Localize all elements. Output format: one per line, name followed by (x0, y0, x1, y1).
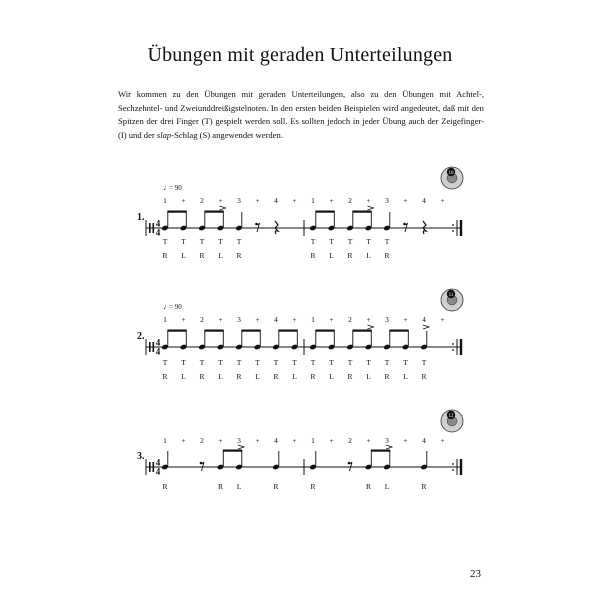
count-label: 1 (163, 315, 167, 324)
hand-label: L (366, 251, 371, 260)
hand-label: R (273, 372, 279, 381)
repeat-dot (452, 343, 454, 345)
beam (352, 211, 371, 213)
beam (204, 211, 223, 213)
tempo-marking: = 90 (169, 303, 182, 311)
hand-label: R (199, 372, 205, 381)
hand-label: R (273, 482, 279, 491)
finger-label: T (236, 237, 242, 246)
hand-label: R (421, 482, 427, 491)
finger-label: T (199, 358, 205, 367)
count-label: 4 (274, 196, 278, 205)
finger-label: T (181, 358, 186, 367)
beam (315, 211, 334, 213)
finger-label: T (310, 358, 316, 367)
count-label: + (329, 196, 334, 205)
hand-label: R (236, 372, 242, 381)
count-label: + (218, 436, 223, 445)
tempo-note-symbol: ♩ (163, 183, 171, 192)
accent-mark (368, 325, 374, 329)
time-signature-top: 4 (155, 457, 161, 468)
finger-label: T (329, 358, 334, 367)
finger-label: T (366, 237, 371, 246)
finger-label: T (421, 358, 427, 367)
hand-label: L (181, 251, 186, 260)
time-signature-top: 4 (155, 218, 161, 229)
intro-line-3: drei Finger (T) gespielt werden soll. Es sollten jedoch in jeder Übung auch der Zeigefinger- (I) und der (118, 116, 484, 140)
count-label: + (366, 315, 371, 324)
count-label: 4 (422, 315, 426, 324)
percussion-clef-bar (149, 342, 151, 352)
time-signature-bottom: 4 (155, 227, 161, 238)
hand-label: R (217, 482, 224, 491)
hand-label: R (199, 251, 205, 260)
finger-label: T (273, 358, 279, 367)
finger-label: T (236, 358, 242, 367)
count-label: + (440, 436, 445, 445)
cd-track-number: 11 (448, 293, 454, 298)
finger-label: T (255, 358, 260, 367)
beam (278, 330, 297, 332)
hand-label: L (384, 482, 390, 491)
exercise-3 (0, 404, 600, 524)
hand-label: R (347, 251, 353, 260)
time-signature-top: 4 (155, 337, 161, 348)
hand-label: R (236, 251, 242, 260)
count-label: 2 (200, 436, 204, 445)
beam (204, 330, 223, 332)
count-label: + (292, 196, 297, 205)
cd-track-number: 10 (448, 171, 454, 176)
percussion-clef-bar (153, 462, 155, 472)
count-label: 1 (311, 196, 315, 205)
count-label: 4 (274, 436, 278, 445)
count-label: 3 (385, 436, 389, 445)
count-label: + (255, 196, 260, 205)
accent-mark (423, 325, 429, 329)
repeat-dot (452, 469, 454, 471)
count-label: 2 (200, 315, 204, 324)
finger-label: T (384, 358, 390, 367)
count-label: 4 (422, 196, 426, 205)
finger-label: T (366, 358, 371, 367)
finger-label: T (218, 237, 223, 246)
count-label: 3 (385, 315, 389, 324)
count-label: 1 (163, 196, 167, 205)
beam (371, 450, 390, 452)
count-label: 2 (348, 196, 352, 205)
hand-label: L (366, 372, 371, 381)
hand-label: L (292, 372, 297, 381)
hand-label: R (384, 251, 390, 260)
repeat-dot (452, 463, 454, 465)
count-label: + (255, 315, 260, 324)
count-label: + (329, 436, 334, 445)
accent-mark (368, 206, 374, 210)
count-label: 3 (237, 196, 241, 205)
accent-mark (220, 206, 226, 210)
finger-label: T (403, 358, 408, 367)
exercise-2 (0, 284, 600, 404)
hand-label: R (162, 482, 168, 491)
finger-label: T (310, 237, 316, 246)
count-label: 2 (200, 196, 204, 205)
hand-label: R (365, 482, 372, 491)
percussion-clef-bar (153, 342, 155, 352)
hand-label: R (347, 372, 353, 381)
finger-label: T (162, 237, 168, 246)
count-label: + (403, 436, 408, 445)
repeat-dot (452, 230, 454, 232)
intro-line-1: Wir kommen zu den Übungen mit geraden Unterteilungen, also zu den Übungen mit Achtel-, Sechzehntel- (118, 89, 484, 113)
count-label: + (292, 315, 297, 324)
time-signature-bottom: 4 (155, 346, 161, 357)
hand-label: R (384, 372, 390, 381)
beam (223, 450, 242, 452)
count-label: 2 (348, 436, 352, 445)
hand-label: R (162, 251, 168, 260)
beam (315, 330, 334, 332)
count-label: 1 (311, 436, 315, 445)
beam (167, 211, 186, 213)
finger-label: T (218, 358, 223, 367)
count-label: + (329, 315, 334, 324)
count-label: + (181, 196, 186, 205)
count-label: + (440, 315, 445, 324)
count-label: 4 (422, 436, 426, 445)
finger-label: T (292, 358, 297, 367)
intro-line-4: -Schlag (S) angewendet werden. (171, 129, 283, 140)
percussion-clef-bar (149, 462, 151, 472)
hand-label: L (181, 372, 186, 381)
count-label: + (255, 436, 260, 445)
page-number: 23 (470, 568, 481, 580)
page-title: Übungen mit geraden Unterteilungen (147, 44, 453, 66)
hand-label: R (421, 372, 427, 381)
accent-mark (238, 445, 244, 449)
tempo-note-symbol: ♩ (163, 302, 171, 311)
count-label: 3 (237, 315, 241, 324)
repeat-dot (452, 349, 454, 351)
count-label: 3 (237, 436, 241, 445)
count-label: + (292, 436, 297, 445)
hand-label: L (403, 372, 408, 381)
finger-label: T (329, 237, 334, 246)
hand-label: L (218, 372, 223, 381)
count-label: 3 (385, 196, 389, 205)
count-label: + (181, 436, 186, 445)
tempo-marking: = 90 (169, 184, 182, 192)
finger-label: T (347, 358, 353, 367)
intro-slap-word: slap (156, 129, 172, 140)
hand-label: L (236, 482, 242, 491)
hand-label: R (310, 372, 316, 381)
hand-label: L (255, 372, 260, 381)
count-label: + (366, 436, 371, 445)
exercise-number: 2. (137, 331, 145, 342)
count-label: + (218, 315, 223, 324)
hand-label: R (162, 372, 168, 381)
repeat-dot (452, 224, 454, 226)
count-label: + (403, 315, 408, 324)
beam (167, 330, 186, 332)
hand-label: L (329, 372, 334, 381)
hand-label: L (329, 251, 334, 260)
count-label: + (218, 196, 223, 205)
count-label: 1 (311, 315, 315, 324)
count-label: 4 (274, 315, 278, 324)
finger-label: T (199, 237, 205, 246)
beam (352, 330, 371, 332)
time-signature-bottom: 4 (155, 466, 161, 477)
beam (389, 330, 408, 332)
hand-label: L (218, 251, 223, 260)
hand-label: R (310, 251, 316, 260)
count-label: + (403, 196, 408, 205)
cd-track-number: 12 (448, 414, 454, 419)
finger-label: T (384, 237, 390, 246)
hand-label: R (310, 482, 316, 491)
finger-label: T (162, 358, 168, 367)
accent-mark (386, 445, 392, 449)
intro-line-2: und Zweiunddreißigstelnoten. In den ersten beiden Beispielen wird angedeutet, daß mit den Spitzen der (118, 102, 484, 126)
count-label: + (181, 315, 186, 324)
exercise-number: 1. (137, 212, 145, 223)
intro-paragraph (118, 88, 484, 142)
finger-label: T (181, 237, 186, 246)
beam (241, 330, 260, 332)
count-label: + (366, 196, 371, 205)
percussion-clef-bar (149, 223, 151, 233)
exercise-number: 3. (137, 451, 145, 462)
count-label: + (440, 196, 445, 205)
count-label: 2 (348, 315, 352, 324)
percussion-clef-bar (153, 223, 155, 233)
finger-label: T (347, 237, 353, 246)
exercise-1 (0, 164, 600, 284)
count-label: 1 (163, 436, 167, 445)
